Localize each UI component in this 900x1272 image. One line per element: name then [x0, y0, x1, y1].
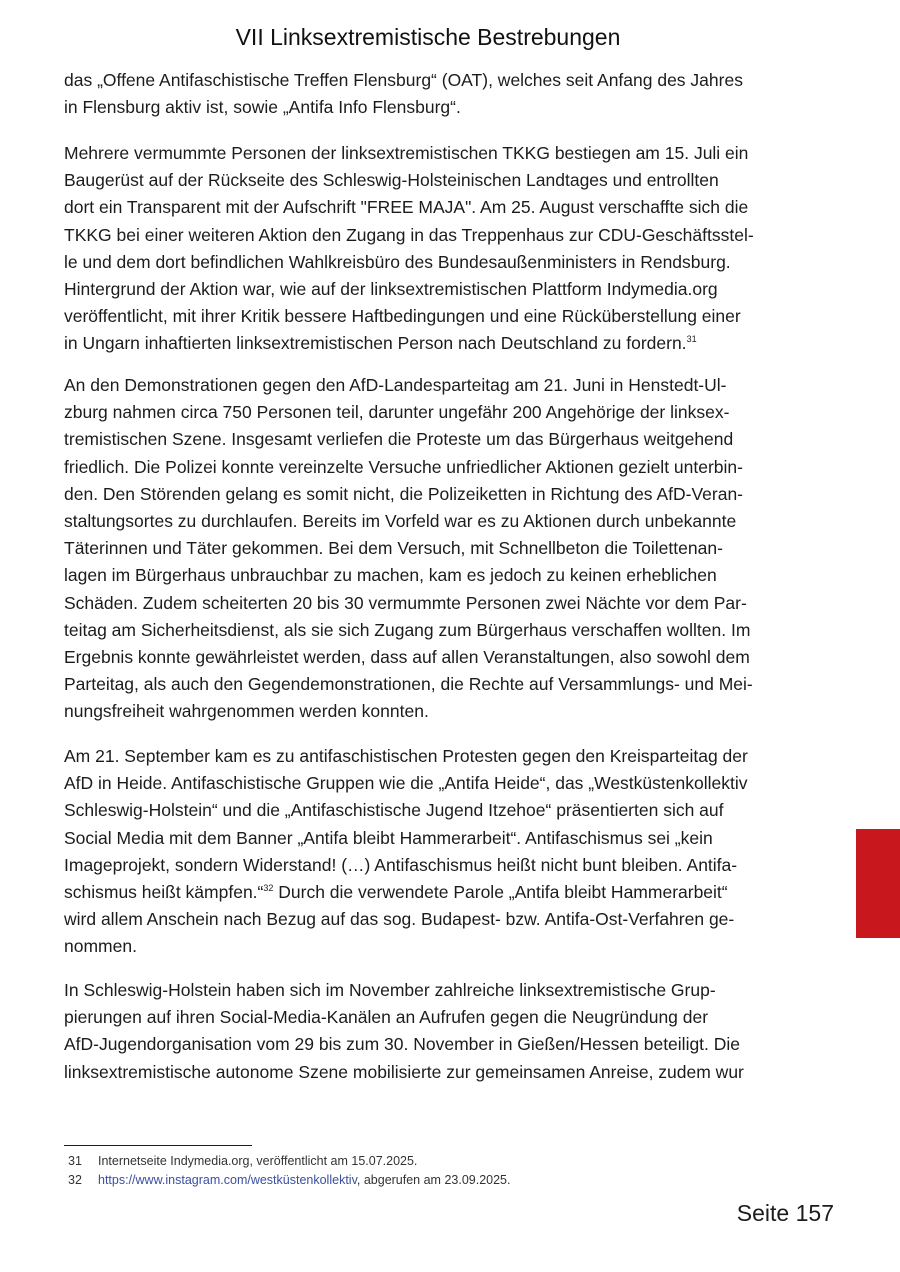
paragraph: [64, 140, 804, 358]
text-line: AfD-Jugendorganisation vom 29 bis zum 30. November in Gießen/Hessen beteiligt. Die: [64, 1034, 741, 1055]
footnote-link[interactable]: https://www.instagram.com/westküstenkollektiv: [98, 1173, 357, 1187]
text-line: in Flensburg aktiv ist, sowie „Antifa Info Flensburg“.: [64, 97, 461, 118]
text-line: [64, 330, 804, 357]
text-line: TKKG bei einer weiteren Aktion den Zugang in das Treppenhaus zur CDU-Geschäftsstel-: [64, 224, 754, 245]
text-line: pierungen auf ihren Social-Media-Kanälen an Aufrufen gegen die Neugründung der: [64, 1007, 709, 1028]
text-line: In Schleswig-Holstein haben sich im November zahlreiche linksextremistische Grup-: [64, 980, 716, 1000]
text-line: nungsfreiheit wahrgenommen werden konnten.: [64, 701, 429, 722]
footnote-item: [64, 1171, 824, 1190]
text-line: le und dem dort befindlichen Wahlkreisbüro des Bundesaußenministers in Rendsburg.: [64, 251, 731, 272]
text-line: Schäden. Zudem scheiterten 20 bis 30 vermummte Personen zwei Nächte vor dem Par-: [64, 592, 747, 613]
text-line: Social Media mit dem Banner „Antifa bleibt Hammerarbeit“. Antifaschismus sei „kein: [64, 827, 713, 848]
footnote-divider: [64, 1145, 252, 1146]
text-line: dort ein Transparent mit der Aufschrift "FREE MAJA". Am 25. August verschaffte sich die: [64, 197, 749, 218]
text-line: staltungsortes zu durchlaufen. Bereits im Vorfeld war es zu Aktionen durch unbekannte: [64, 511, 737, 532]
text-line: Baugerüst auf der Rückseite des Schleswig-Holsteinischen Landtages und entrollten: [64, 170, 719, 191]
page-number: Seite 157: [736, 1200, 834, 1226]
text-line: Am 21. September kam es zu antifaschistischen Protesten gegen den Kreisparteitag der: [64, 746, 748, 766]
footnote-text: Internetseite Indymedia.org, veröffentlicht am 15.07.2025.: [98, 1154, 418, 1168]
text-line: Hintergrund der Aktion war, wie auf der linksextremistischen Plattform Indymedia.org: [64, 279, 718, 300]
footnote-number: 31: [68, 1154, 82, 1168]
footnote-ref[interactable]: 31: [686, 334, 697, 345]
text-line: den. Den Störenden gelang es somit nicht, die Polizeiketten in Richtung des AfD-Veran-: [64, 483, 744, 504]
footnote-text: , abgerufen am 23.09.2025.: [356, 1173, 511, 1187]
text-line: wird allem Anschein nach Bezug auf das sog. Budapest- bzw. Antifa-Ost-Verfahren ge-: [64, 909, 735, 930]
text-line: [64, 879, 804, 906]
text-line: Mehrere vermummte Personen der linksextremistischen TKKG bestiegen am 15. Juli ein: [64, 143, 749, 163]
text-line: friedlich. Die Polizei konnte vereinzelte Versuche unfriedlicher Aktionen gezielt unterbin-: [64, 456, 743, 477]
text-line: veröffentlicht, mit ihrer Kritik bessere Haftbedingungen und eine Rücküberstellung einer: [64, 306, 741, 327]
text-line: linksextremistische autonome Szene mobilisierte zur gemeinsamen Anreise, zudem wur: [64, 1061, 744, 1082]
footnote-number: 32: [68, 1173, 82, 1187]
text-line: Parteitag, als auch den Gegendemonstrationen, die Rechte auf Versammlungs- und Mei-: [64, 674, 753, 695]
text-line: Imageprojekt, sondern Widerstand! (…) Antifaschismus heißt nicht bunt bleiben. Antifa-: [64, 854, 738, 875]
text-segment: Durch die verwendete Parole „Antifa bleibt Hammerarbeit“: [273, 882, 728, 903]
text-line: Ergebnis konnte gewährleistet werden, dass auf allen Veranstaltungen, also sowohl dem: [64, 647, 750, 668]
footnote-item: [64, 1152, 824, 1171]
paragraph: [64, 67, 804, 121]
chapter-tab-marker: [856, 829, 900, 938]
text-line: teitag am Sicherheitsdienst, als sie sich Zugang zum Bürgerhaus verschaffen wollten. Im: [64, 619, 751, 640]
paragraph: [64, 372, 804, 726]
text-line: AfD in Heide. Antifaschistische Gruppen wie die „Antifa Heide“, das „Westküstenkollektiv: [64, 773, 748, 794]
text-line: das „Offene Antifaschistische Treffen Flensburg“ (OAT), welches seit Anfang des Jahres: [64, 70, 743, 90]
paragraph: [64, 977, 804, 1086]
text-line: lagen im Bürgerhaus unbrauchbar zu machen, kam es jedoch zu keinen erheblichen: [64, 565, 717, 586]
text-line: Schleswig-Holstein“ und die „Antifaschistische Jugend Itzehoe“ präsentierten sich auf: [64, 800, 724, 821]
footnotes: [64, 1152, 824, 1190]
text-line: An den Demonstrationen gegen den AfD-Landesparteitag am 21. Juni in Henstedt-Ul-: [64, 375, 727, 395]
paragraph: [64, 743, 804, 961]
footnote-ref[interactable]: 32: [263, 883, 274, 894]
text-segment: in Ungarn inhaftierten linksextremistischen Person nach Deutschland zu fordern.: [64, 333, 687, 354]
chapter-header: VII Linksextremistische Bestrebungen: [235, 24, 621, 50]
text-line: zburg nahmen circa 750 Personen teil, darunter ungefähr 200 Angehörige der linksex-: [64, 402, 730, 423]
text-line: tremistischen Szene. Insgesamt verliefen die Proteste um das Bürgerhaus weitgehend: [64, 429, 734, 450]
text-line: nommen.: [64, 936, 137, 957]
text-line: Täterinnen und Täter gekommen. Bei dem Versuch, mit Schnellbeton die Toilettenan-: [64, 538, 723, 559]
text-segment: schismus heißt kämpfen.“: [64, 882, 264, 903]
